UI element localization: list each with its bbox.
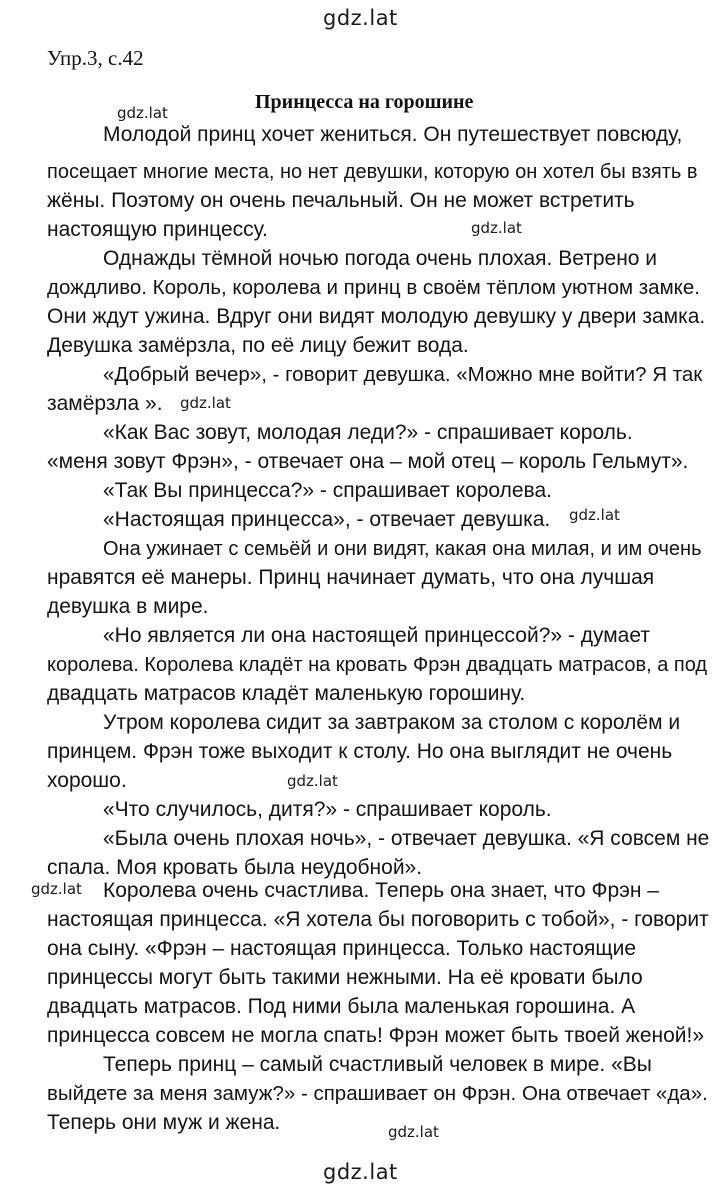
watermark: gdz.lat	[31, 880, 82, 898]
watermark-top: gdz.lat	[323, 6, 398, 30]
watermark: gdz.lat	[117, 104, 168, 122]
text-line: «Так Вы принцесса?» - спрашивает королева.	[103, 479, 552, 502]
text-line: Она ужинает с семьёй и они видят, какая она милая, и им очень	[103, 538, 702, 560]
text-line: выйдете за меня замуж?» - спрашивает он Фрэн. Она отвечает «да».	[47, 1082, 708, 1105]
text-line: она сыну. «Фрэн – настоящая принцесса. Только настоящие	[47, 937, 637, 960]
watermark: gdz.lat	[388, 1123, 439, 1141]
text-line: девушка в мире.	[47, 595, 209, 618]
watermark: gdz.lat	[180, 394, 231, 412]
text-line: дождливо. Король, королева и принц в своём тёплом уютном замке.	[47, 276, 700, 299]
watermark: gdz.lat	[471, 219, 522, 237]
text-line: «Была очень плохая ночь», - отвечает девушка. «Я совсем не	[103, 827, 710, 850]
text-line: принцесса совсем не могла спать! Фрэн может быть твоей женой!»	[47, 1024, 705, 1047]
text-line: жёны. Поэтому он очень печальный. Он не может встретить	[47, 189, 635, 212]
text-line: Королева очень счастлива. Теперь она знает, что Фрэн –	[103, 879, 659, 902]
text-line: «меня зовут Фрэн», - отвечает она – мой отец – король Гельмут».	[47, 450, 689, 473]
text-line: Они ждут ужина. Вдруг они видят молодую девушку у двери замка.	[47, 305, 706, 328]
text-line: «Как Вас зовут, молодая леди?» - спрашивает король.	[103, 421, 633, 444]
story-title: Принцесса на горошине	[255, 91, 474, 113]
text-line: настоящую принцессу.	[47, 218, 268, 241]
text-line: «Добрый вечер», - говорит девушка. «Можно мне войти? Я так	[103, 363, 703, 386]
text-line: хорошо.	[47, 769, 127, 792]
text-line: Девушка замёрзла, по её лицу бежит вода.	[47, 334, 469, 357]
text-line: посещает многие места, но нет девушки, которую он хотел бы взять в	[47, 161, 698, 183]
watermark: gdz.lat	[569, 506, 620, 524]
text-line: нравятся её манеры. Принц начинает думать, что она лучшая	[47, 566, 655, 589]
text-line: Утром королева сидит за завтраком за столом с королём и	[103, 711, 681, 734]
text-line: замёрзла ».	[47, 392, 163, 415]
watermark: gdz.lat	[287, 772, 338, 790]
exercise-reference: Упр.3, с.42	[47, 46, 144, 70]
text-line: королева. Королева кладёт на кровать Фрэн двадцать матрасов, а под	[47, 654, 708, 676]
text-line: принцессы могут быть такими нежными. На её кровати было	[47, 966, 643, 989]
text-line: спала. Моя кровать была неудобной».	[47, 856, 423, 879]
text-line: Молодой принц хочет жениться. Он путешествует повсюду,	[103, 123, 683, 146]
text-line: «Что случилось, дитя?» - спрашивает король.	[103, 798, 552, 821]
watermark-bottom: gdz.lat	[323, 1160, 398, 1184]
text-line: Однажды тёмной ночью погода очень плохая. Ветрено и	[103, 247, 658, 270]
text-line: принцем. Фрэн тоже выходит к столу. Но она выглядит не очень	[47, 740, 673, 763]
text-line: «Настоящая принцесса», - отвечает девушка.	[103, 508, 551, 531]
text-line: двадцать матрасов. Под ними была маленькая горошина. А	[47, 995, 636, 1018]
text-line: настоящая принцесса. «Я хотела бы поговорить с тобой», - говорит	[47, 908, 709, 931]
text-line: Теперь они муж и жена.	[47, 1111, 281, 1134]
text-line: «Но является ли она настоящей принцессой?» - думает	[103, 624, 650, 647]
text-line: двадцать матрасов кладёт маленькую горошину.	[47, 682, 526, 705]
text-line: Теперь принц – самый счастливый человек в мире. «Вы	[103, 1053, 652, 1076]
